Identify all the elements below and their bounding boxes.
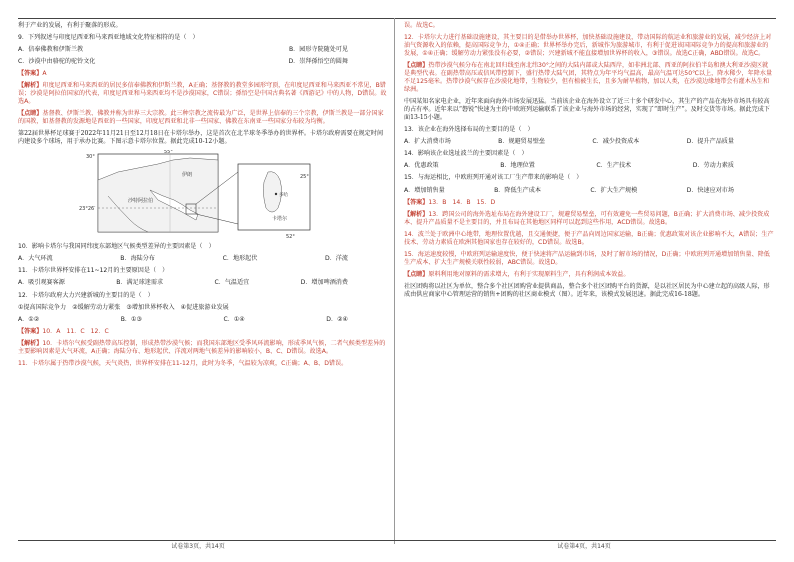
analysis-9 [18,82,388,106]
analysis-11-cont: 误。故选C。 [404,22,439,29]
option-a: A．扩大消费市场 [404,138,451,146]
answer-tag: 【答案】 [404,198,429,206]
bottom-rule [18,540,776,541]
doha-dot [275,193,277,195]
saudi-label: 沙特阿拉伯 [128,198,154,205]
option-c: C．生产技术 [596,162,632,170]
option-b: B．园形寺院随处可见 [288,46,348,54]
answer-value: 10．A 11．C 12．C [42,327,109,335]
question-11: 11．卡塔尔世界杯安排在11~12月的主要原因是（ ） [18,267,169,275]
tip-13-15 [404,271,774,279]
tip-text: 热带沙漠气候分布在南北回归线至南北纬30°之间的大陆内部或大陆西岸，如非洲北部、西亚的阿拉伯半岛和澳大利亚沙漠区就是典型代表。在副热带高压或信风带控制下，盛行热带大陆气团，其特点为年平均气温高，最高气温可达50℃以上，降水稀少，年降水量不足125毫米。热带沙漠气候存在沙漠化地带，生物较少，但有植被生长，且多为耐旱植物，加以人类，在沙漠边缘地带会有灌木丛生和绿洲。 [404,62,773,94]
column-divider [394,18,395,544]
answer-tag: 【答案】 [18,70,43,78]
answer-13-15 [404,199,774,207]
right-column [404,22,774,303]
question-12: 12．卡塔尔政府大力兴建新城的主要目的是（ ） [18,291,154,299]
option-b: B．①③ [120,315,142,323]
option-a: A．大气环流 [18,255,53,263]
analysis-text: 10．卡塔尔气候受副热带高压控制，形成热带沙漠气候；而我国东部地区受季风环流影响，形成季风气候，二者气候类型差异的主要影响因素是大气环流，A正确；海陆分布、地形起伏、洋流对两地气候差异的影响较小，B、C、D错误。故选A。 [18,339,386,355]
option-c: C．减少投资成本 [592,138,640,146]
option-c: C．扩大生产规模 [590,186,638,194]
analysis-11: 11．卡塔尔属于热带沙漠气候，天气炎热，世界杯安排在11-12月，此时为冬季，气温较为凉爽，C正确；A、B、D错误。 [18,359,348,367]
option-b: B．满足球迷需求 [116,279,164,287]
answer-9 [18,70,388,78]
analysis-15: 15．海运速度较慢，中欧班列运输速度快，便于快速将产品运输到市场，及时了解市场的情况，D正确；中欧班列开通增加销售量、降低生产成本、扩大生产规模关联性较弱，ABC错误。故选D。 [404,250,770,266]
option-d: D．劳动力素质 [692,162,734,170]
option-d: D．快速应对市场 [686,186,734,194]
lat-label: 30° [86,154,95,161]
doha-label: 多哈 [279,193,288,199]
answer-value: A [42,70,47,78]
qatar-location-map [78,150,318,238]
option-a: A．①② [18,315,40,323]
q10-options [18,255,388,263]
intro-10-12: 第22届世界杯足球赛于2022年11月21日至12月18日在卡塔尔举办，这是首次在北半球冬季举办的世界杯。卡塔尔政府需要在规定时间内建设多个球场，用于承办比赛。下图示意卡塔尔位置。据此完成10-12小题。 [18,130,384,146]
analysis-12: 12．卡塔尔大力进行基础设施建设，其主要目的是借举办世界杯，加快基础设施建设，带动国际的航运业和旅游业的发展，减少经济上对油气资源收入的依赖，提高国际竞争力，①④正确；世界杯举办完后，新城作为旅游城市，有利于促进该国国际竞争力的提高和旅游业的发展，①④正确；缓解劳动力紧张没有必要，②错误；兴建新城不能直接增加世界杯的收入，③错误。故选C正确，ABD错误。故选C。 [404,34,772,58]
analysis-tag: 【解析】 [18,339,43,347]
text-line: 利于产业的发展，有利于聚落的形成。 [18,22,122,29]
q12-statements: ①提高国际竞争力 ②缓解劳动力紧张 ③增加世界杯收入 ④促进旅游业发展 [18,303,229,311]
intro-13-15: 中国某知名家电企业，近年来面向海外市场发展迅猛。当前该企业在海外设立了近三十多个研发中心，其生产的产品在海外市场具有较高的占有率。近年来以“磐锐”快速为主的中欧班列运输联系了该企业与海外市场的经营，实现了“即时生产”。及时交货等市场。据此完成下面13-15小题。 [404,98,770,122]
option-d: D．增加啤酒消费 [300,279,348,287]
tip-10-12 [404,62,774,94]
tip-tag: 【点睛】 [18,110,43,118]
option-b: B．规避贸易壁垒 [498,138,546,146]
q13-options [404,138,774,146]
option-a: A．优惠政策 [404,162,439,170]
option-d: D．洋流 [325,255,348,263]
option-b: B．地理位置 [500,162,535,170]
answer-value: 13．B 14．B 15．D [428,198,496,206]
qatar-peninsula [263,172,281,212]
question-15: 15．与海运相比，中欧班列开通对该工厂生产带来的影响是（ ） [404,174,583,182]
qatar-label: 卡塔尔 [272,216,288,223]
analysis-text: 印度尼西亚和马来西亚的居民多信奉佛教和伊斯兰教，A正确；基督教的教堂多园形穹顶，在印度尼西亚和马来西亚不常见，B错误；沙漠是阿拉伯国家的代表，印度尼西亚和马来西亚均不是沙漠国家，C错误；孫悟空是中国古典名著《西游记》中的人物，D错误。故选A。 [18,82,387,106]
tip-9 [18,110,388,126]
question-14: 14．影响该企业选址波兰的主要因素是（ ） [404,150,528,158]
lat-label-inset: 25° [300,174,309,181]
q9-options-row1 [18,46,388,54]
option-d: D．②④ [326,315,348,323]
lon-label-inset: 52° [286,234,295,239]
tip-text: 基督教、伊斯兰教、佛教并称为世界三大宗教。此三种宗教之流传最为广泛，是世界上信奉的三个宗教，伊斯兰教是一部分国家的国教，如基督教的发源地是西亚的一些国家，印度尼西亚和北非一些国家、佛教在东南亚一些国家分布较为均衡。 [18,110,384,126]
page-number-left: 试卷第3页，共14页 [171,543,225,550]
analysis-13 [404,211,774,227]
q12-options [18,316,388,324]
intro-16-18: 社区团购将以社区为单位，整合多个社区团购营业提供商品，整合多个社区团购平台的货源，是以社区居民为中心建立起的高级人际，形成由供应商家中心管理运营的销售+团购的社区商业模式（图）。近年来，该模式发展迅速。据此完成16-18题。 [404,282,770,298]
page-number-right: 试卷第4页，共14页 [557,543,611,550]
option-a: A．增加销售量 [404,186,445,194]
tip-tag: 【点睛】 [404,270,429,278]
question-13: 13．该企业在海外选择布局的主要目的是（ ） [404,126,534,134]
option-c: C．地形起伏 [222,255,258,263]
q14-options [404,162,774,170]
option-c: C．①④ [223,315,245,323]
left-column [18,22,388,372]
tropic-label: 23°26′ [79,206,96,213]
option-d: D．崇拜孫悟空的圆舞 [288,58,348,66]
option-b: B．降低生产成本 [494,186,541,194]
q11-options [18,279,388,287]
option-b: B．海陆分布 [120,255,155,263]
analysis-text: 13．跨国公司的海外选址布局在海外建设工厂，规避贸易壁垒，可有效避免一些贸易问题，B正确；扩大消费市场、减少投资成本、提升产品质量不是主要目的，并且布局在其他地区同样可以起到这些作用，ACD错误。故选B。 [404,210,770,226]
analysis-14: 14．波兰处于欧洲中心地带，地理位置优越，且交通便捷，便于产品向周边国家运输，B正确；优惠政策对该企业影响不大，A错误；生产技术、劳动力素质在欧洲其他国家也存在较好的，CD错误。故选B。 [404,230,774,246]
tip-text: 原料利用地对原料的需求增大，有利于实现原料生产，具有利润成本效益。 [428,270,630,278]
analysis-tag: 【解析】 [18,82,43,90]
iran-label: 伊朗 [182,172,193,179]
q9-options-row2 [18,58,388,66]
option-a: A．吸引观赛客源 [18,279,65,287]
answer-10-12 [18,328,388,336]
lon-label: 55° [164,150,173,156]
question-9: 9．下列叙述与印度尼西亚和马来西亚地域文化特征相符的是（ ） [18,34,199,42]
analysis-tag: 【解析】 [404,210,429,218]
option-c: C．气温适宜 [214,279,250,287]
q15-options [404,187,774,195]
analysis-10 [18,340,388,356]
option-d: D．提升产品质量 [686,138,734,146]
option-c: C．沙漠中由骆驼的驼铃文化 [18,58,96,66]
option-a: A．信奉佛教和伊斯兰教 [18,46,84,54]
answer-tag: 【答案】 [18,327,43,335]
top-rule [18,18,776,19]
question-10: 10．影响卡塔尔与我国同纬度东部地区气候类型差异的主要因素是（ ） [18,243,215,251]
tip-tag: 【点睛】 [404,62,429,70]
